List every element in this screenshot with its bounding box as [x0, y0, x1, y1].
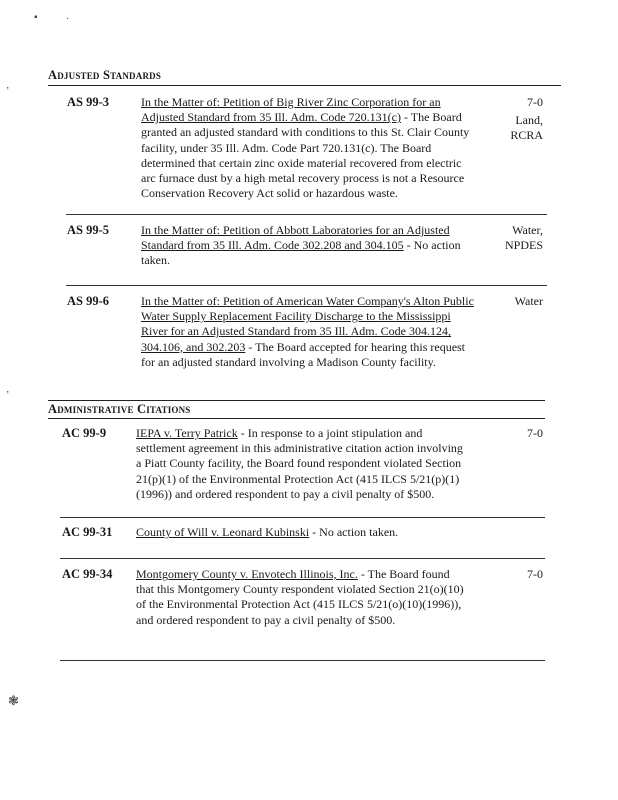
- case-text: [141, 223, 475, 269]
- case-title-link[interactable]: County of Will v. Leonard Kubinski: [136, 525, 310, 539]
- section-title-adjusted-standards: Adjusted Standards: [48, 68, 162, 82]
- vote-count: 7-0: [527, 426, 543, 440]
- entry-divider: [66, 214, 547, 215]
- entry-divider: [60, 517, 545, 518]
- case-text: [136, 426, 470, 502]
- case-description: - The Board accepted for hearing this request for an adjusted standard involving a Madison County facility.: [141, 339, 466, 369]
- entry-divider: [66, 285, 547, 286]
- entry-divider: [60, 558, 545, 559]
- section-rule: [48, 418, 545, 419]
- subject-tag: Land, RCRA: [510, 113, 543, 143]
- case-text: [141, 294, 475, 370]
- case-text: [141, 95, 475, 201]
- case-code: AS 99-6: [67, 294, 110, 308]
- case-text: [136, 525, 470, 540]
- entry-divider: [60, 660, 545, 661]
- case-text: [136, 567, 470, 628]
- scan-speck: ❃: [8, 693, 19, 708]
- case-title-link[interactable]: In the Matter of: Petition of Big River Zinc Corporation for an Adjusted Standard from 35 Ill. Adm. Code 720.131(c): [141, 95, 441, 125]
- section-rule: [48, 85, 561, 86]
- case-title-link[interactable]: IEPA v. Terry Patrick: [136, 426, 238, 440]
- scan-speck: ·: [66, 14, 70, 25]
- scan-speck: ‚: [6, 80, 10, 91]
- case-code: AC 99-31: [62, 525, 113, 539]
- case-title-link[interactable]: In the Matter of: Petition of American Water Company's Alton Public Water Supply Replacement Facility Discharge to the Mississippi River for an Adjusted Standard from 35 Ill. Adm. Code 304.124, 304.106, and 302.203: [141, 294, 474, 354]
- section-rule: [48, 400, 545, 401]
- case-code: AC 99-9: [62, 426, 107, 440]
- case-description: - No action taken.: [309, 525, 399, 539]
- case-code: AS 99-3: [67, 95, 110, 109]
- case-description: - The Board granted an adjusted standard with conditions to this St. Clair County facility, under 35 Ill. Adm. Code Part 720.131(c). The Board determined that certain zinc oxide material recovered from electric arc furnace dust by a high metal recovery process is not a Resource Conservation Recovery Act solid or hazardous waste.: [141, 110, 470, 201]
- case-title-link[interactable]: Montgomery County v. Envotech Illinois, Inc.: [136, 567, 358, 581]
- subject-tag: Water, NPDES: [504, 223, 543, 253]
- vote-count: 7-0: [527, 95, 543, 109]
- case-code: AC 99-34: [62, 567, 113, 581]
- scan-speck: ▪: [34, 12, 38, 23]
- subject-tag: Water: [514, 294, 543, 308]
- section-title-administrative-citations: Administrative Citations: [48, 402, 191, 416]
- case-title-link[interactable]: In the Matter of: Petition of Abbott Laboratories for an Adjusted Standard from 35 Ill. Adm. Code 302.208 and 304.105: [141, 223, 450, 253]
- case-description: - No action taken.: [141, 238, 461, 268]
- vote-count: 7-0: [527, 567, 543, 581]
- case-description: - The Board found that this Montgomery County respondent violated Section 21(o)(10) of the Environmental Protection Act (415 ILCS 5/21(o)(10)(1996)), and ordered respondent to pay a civil penalty of $500.: [136, 567, 464, 627]
- scan-speck: ‚: [6, 384, 10, 395]
- case-description: - In response to a joint stipulation and settlement agreement in this administrative citation action involving a Piatt County facility, the Board found respondent violated Section 21(p)(1) of the Environmental Protection Act (415 ILCS 5/21(p)(1) (1996)) and ordered respondent to pay a civil penalty of $500.: [136, 426, 463, 501]
- case-code: AS 99-5: [67, 223, 110, 237]
